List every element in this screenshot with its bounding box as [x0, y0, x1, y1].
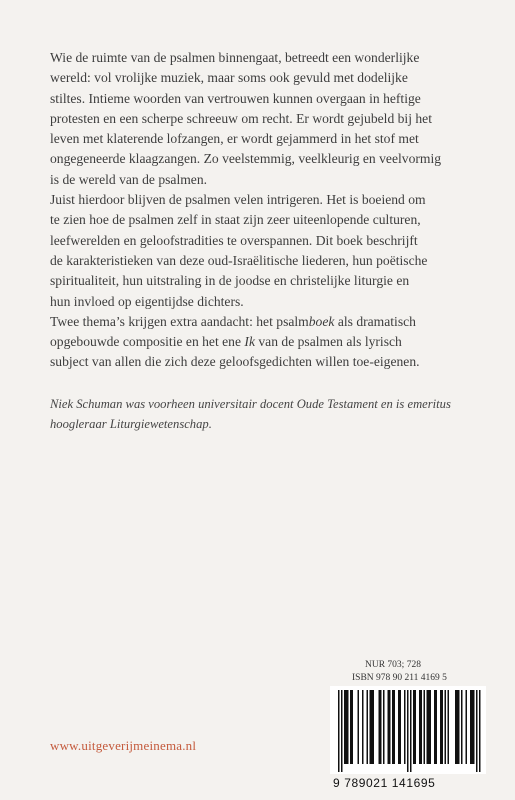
blurb-line: hun invloed op eigentijdse dichters. — [50, 293, 244, 309]
barcode-bar — [434, 690, 436, 764]
barcode-bar — [358, 690, 360, 764]
barcode-bar — [442, 690, 444, 764]
barcode-bar — [394, 690, 396, 764]
author-bio-line: Niek Schuman was voorheen universitair docent Oude Testament en is emeritus — [50, 397, 451, 411]
barcode-bar — [455, 690, 457, 764]
barcode-bar — [472, 690, 474, 764]
blurb-line: ongegeneerde klaagzangen. Zo veelstemmig, veelkleurig en veelvormig — [50, 151, 442, 167]
barcode-bar — [379, 690, 381, 764]
barcode-bar — [466, 690, 468, 764]
nur-code: NUR 703; 728 — [365, 660, 421, 670]
barcode-bar — [370, 690, 372, 764]
barcode-bar — [415, 690, 417, 764]
blurb-paragraph-1 — [50, 48, 480, 190]
barcode-bar — [371, 690, 373, 764]
blurb-text: als dramatisch — [334, 313, 416, 329]
back-cover-blurb — [50, 48, 480, 373]
barcode-bar — [419, 690, 421, 764]
blurb-paragraph-3 — [50, 312, 480, 373]
barcode-bar — [448, 690, 450, 764]
barcode-bar — [352, 690, 354, 764]
blurb-emphasis: boek — [308, 313, 335, 329]
blurb-line: Juist hierdoor blijven de psalmen velen intrigeren. Het is boeiend om — [50, 192, 426, 208]
barcode-bar — [470, 690, 472, 764]
barcode-bar — [398, 690, 400, 764]
blurb-line: spiritualiteit, hun uitstraling in de joodse en christelijke liturgie en — [50, 273, 410, 289]
blurb-line: leefwerelden en geloofstradities te overspannen. Dit boek beschrijft — [50, 232, 418, 248]
blurb-emphasis: Ik — [244, 334, 255, 350]
blurb-paragraph-2 — [50, 190, 480, 312]
barcode-bar — [424, 690, 426, 764]
blurb-line: protesten en een scherpe schreeuw om recht. Er wordt gejubeld bij het — [50, 110, 432, 126]
blurb-line: subject van allen die zich deze geloofsgedichten willen toe-eigenen. — [50, 354, 420, 370]
barcode-bar — [457, 690, 459, 764]
blurb-text: opgebouwde compositie en het ene — [50, 334, 245, 350]
barcode-digits: 9 789021 141695 — [333, 776, 436, 790]
barcode-bar — [344, 690, 346, 764]
barcode-bar — [380, 690, 382, 764]
barcode-bar — [407, 690, 409, 772]
blurb-line: leven met klaterende lofzangen, er wordt gejammerd in het stof met — [50, 131, 419, 147]
barcode-bar — [461, 690, 463, 764]
barcode-bar — [347, 690, 349, 764]
barcode-bar — [413, 690, 415, 764]
barcode-bar — [427, 690, 429, 764]
blurb-line: te zien hoe de psalmen zelf in staat zijn zeer uiteenlopende culturen, — [50, 212, 421, 228]
isbn-barcode — [330, 686, 486, 774]
barcode-bar — [430, 690, 432, 764]
barcode-bar — [346, 690, 348, 764]
barcode-bar — [421, 690, 423, 764]
blurb-text: Twee thema’s krijgen extra aandacht: het psalm — [50, 313, 309, 329]
isbn-code: ISBN 978 90 211 4169 5 — [352, 673, 447, 683]
barcode-bar — [362, 690, 364, 764]
barcode-bar — [400, 690, 402, 764]
barcode-bar — [338, 690, 340, 772]
barcode-bar — [388, 690, 390, 764]
barcode-bar — [476, 690, 478, 772]
barcode-bar — [350, 690, 352, 764]
author-bio-line: hoogleraar Liturgiewetenschap. — [50, 416, 212, 431]
barcode-bar — [479, 690, 481, 772]
blurb-line: is de wereld van de psalmen. — [50, 171, 208, 187]
barcode-bar — [404, 690, 406, 764]
blurb-line: de karakteristieken van deze oud-Israëlitische liederen, hun poëtische — [50, 252, 428, 268]
barcode-bar — [373, 690, 375, 764]
barcode-bar — [473, 690, 475, 764]
barcode-bar — [458, 690, 460, 764]
blurb-text: van de psalmen als lyrisch — [254, 334, 402, 350]
barcode-bar — [410, 690, 412, 772]
barcode-bar — [341, 690, 343, 772]
barcode-bar — [367, 690, 369, 764]
blurb-line: stiltes. Intieme woorden van vertrouwen kunnen overgaan in heftige — [50, 90, 421, 106]
barcode-bar — [392, 690, 394, 764]
barcode-bar — [428, 690, 430, 764]
publisher-website-link[interactable]: www.uitgeverijmeinema.nl — [50, 738, 197, 753]
barcode-bar — [445, 690, 447, 764]
author-bio — [50, 395, 480, 434]
barcode-bar — [436, 690, 438, 764]
barcode-bar — [383, 690, 385, 764]
barcode-bar — [440, 690, 442, 764]
blurb-line: Wie de ruimte van de psalmen binnengaat, betreedt een wonderlijke — [50, 50, 420, 65]
blurb-line: wereld: vol vrolijke muziek, maar soms ook gevuld met dodelijke — [50, 70, 408, 86]
barcode-bar — [389, 690, 391, 764]
